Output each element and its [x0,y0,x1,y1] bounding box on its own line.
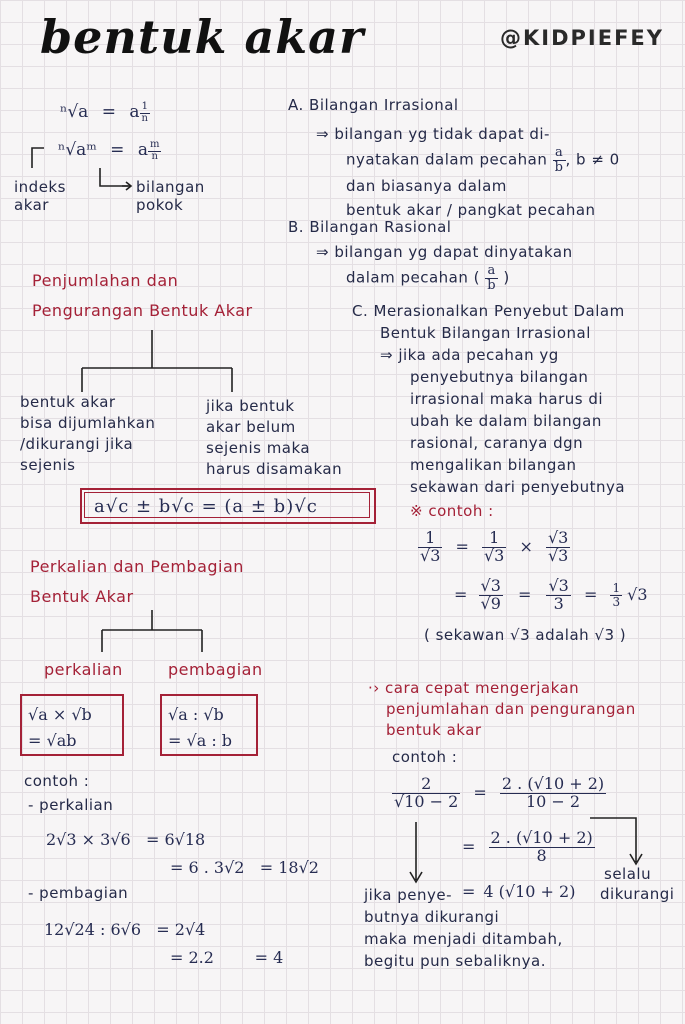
conjugate-note: ( sekawan √3 adalah √3 ) [424,626,627,644]
selalu-arrow [590,818,642,864]
quick-example-label: contoh : [392,748,458,766]
rationalize-step-2: = $\frac{√3}{√9}$ = $\frac{√3}{3}$ = $\frac{1}{3}$ √3 [454,576,648,613]
branch-perkalian: perkalian [44,660,123,679]
base-arrow [100,168,128,186]
quick-step-1: $\frac{2}{√10 - 2}$ = $\frac{2 . (√10 + 2)}{10 - 2}$ [394,774,605,811]
addition-formula: a√c ± b√c = (a ± b)√c [94,496,318,517]
author-handle: @KIDPIEFEY [500,26,664,50]
section-b-heading: B. Bilangan Rasional [288,218,452,236]
quick-heading: ·› cara cepat mengerjakan penjumlahan dan pengurangan bentuk akar [368,679,636,739]
root-formula-2: ⁿ√aᵐ = a $\frac{m}{n}$ [58,139,160,162]
mult-example-label: contoh : [24,772,90,790]
index-arrow [32,148,44,168]
sub-perkalian: - perkalian [28,796,114,814]
root-formula-1: ⁿ√a = a $\frac{1}{n}$ [60,101,148,124]
label-base: bilangan pokok [136,178,205,214]
branch-pembagian: pembagian [168,660,263,679]
multiplication-rule: √a × √b = √ab [28,705,92,750]
quick-result: = 4 (√10 + 2) [462,882,576,901]
section-b-body: ⇒ bilangan yg dapat dinyatakan dalam pecahan ( $\frac{a}{b}$ ) [316,243,573,293]
section-c-example-label: ※ contoh : [410,502,494,520]
div-line-1: 12√24 : 6√6 = 2√4 [44,920,206,939]
rationalize-step-1: $\frac{1}{√3}$ = $\frac{1}{√3}$ × $\frac{√3}{√3}$ [420,528,569,565]
label-index: indeks akar [14,178,66,214]
addition-heading: Penjumlahan dan Pengurangan Bentuk Akar [32,271,253,320]
addition-left-branch: bentuk akar bisa dijumlahkan /dikurangi jika sejenis [20,393,156,474]
quick-explanation: jika penye- butnya dikurangi maka menjadi ditambah, begitu pun sebaliknya. [364,886,563,970]
multiplication-heading: Perkalian dan Pembagian Bentuk Akar [30,557,244,606]
sub-pembagian: - pembagian [28,884,129,902]
page-title: bentuk akar [40,10,365,64]
multiplication-tree [102,610,202,652]
addition-right-branch: jika bentuk akar belum sejenis maka harus disamakan [206,397,343,478]
mult-line-2: = 6 . 3√2 = 18√2 [170,858,319,877]
down-arrow [410,822,422,882]
division-rule: √a : √b = √a : b [168,705,233,750]
section-a-body: ⇒ bilangan yg tidak dapat di- nyatakan dalam pecahan $\frac{a}{b}$ , b ≠ 0 dan biasanya dalam bentuk akar / pangkat pecahan [316,125,620,220]
mult-line-1: 2√3 × 3√6 = 6√18 [46,830,206,849]
always-subtract-note: selalu dikurangi [600,865,675,903]
quick-step-2: = $\frac{2 . (√10 + 2)}{8}$ [462,828,593,865]
div-line-2: = 2.2 = 4 [170,948,284,967]
addition-tree [82,330,232,392]
section-a-heading: A. Bilangan Irrasional [288,96,459,114]
section-c-body: ⇒ jika ada pecahan yg penyebutnya bilangan irrasional maka harus di ubah ke dalam bilangan rasional, caranya dgn mengalikan bilangan sekawan dari penyebutnya [380,346,626,496]
section-c-heading: C. Merasionalkan Penyebut Dalam Bentuk Bilangan Irrasional [352,302,625,342]
